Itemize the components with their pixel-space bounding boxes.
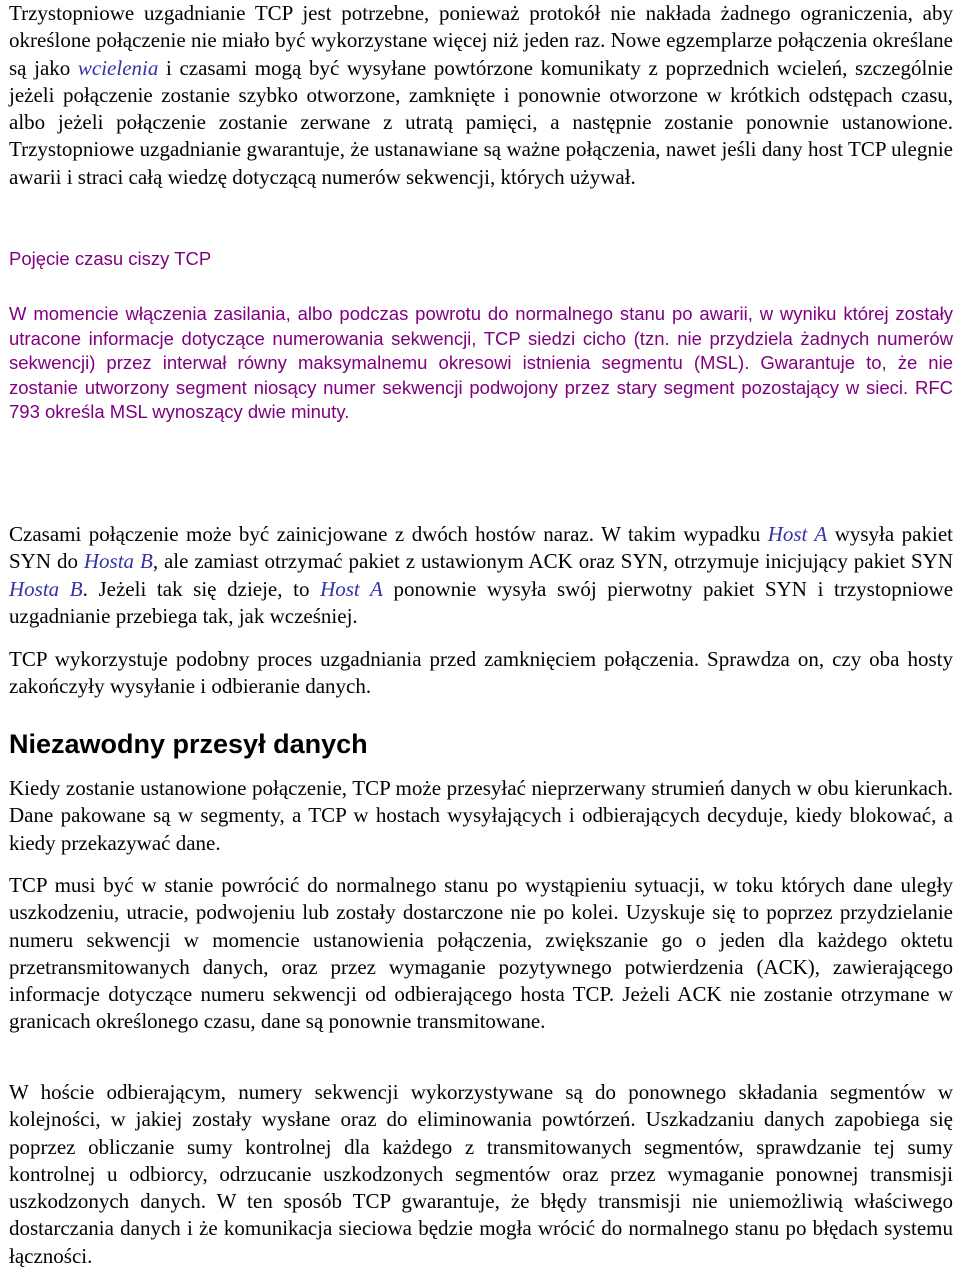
text-segment: wysyła pakiet SYN do bbox=[9, 522, 953, 574]
paragraph-data-stream: Kiedy zostanie ustanowione połączenie, TCP może przesyłać nieprzerwany strumień danych w obu kierunkach. Dane pakowane są w segmenty, a TCP w hostach wysyłających i odbierających decyduje, kiedy blokować, a kiedy przekazywać dane. bbox=[9, 776, 953, 855]
paragraph-receiving-host: W hoście odbierającym, numery sekwencji wykorzystywane są do ponownego składania segmentów w kolejności, w jakiej zostały wysłane oraz do eliminowania powtórzeń. Uszkadzaniu danych zapobiega się poprzez obliczanie sumy kontrolnej dla każdego z transmitowanych segmentów, sprawdzanie tej sumy kontrolnej u odbiorcy, odrzucanie uszkodzonych segmentów oraz przez wymaganie ponownej transmisji uszkodzonych danych. W ten sposób TCP gwarantuje, że błędy transmisji nie uniemożliwią właściwego dostarczania danych i że komunikacja sieciowa będzie mogła wrócić do normalnego stanu po błędach systemu łączności. bbox=[9, 1080, 953, 1268]
text-segment: i czasami mogą być wysyłane powtórzone komunikaty z poprzednich wcieleń, szczególnie jeżeli połączenie zostanie szybko otworzone, zamknięte i ponownie otworzone w krótkich odstępach czasu, albo jeżeli połączenie zostanie zerwane z utratą pamięci, a następnie zostanie ponownie ustanowione. Trzystopniowe uzgadnianie gwarantuje, że ustanawiane są ważne połączenia, nawet jeśli dany host TCP ulegnie awarii i straci całą wiedzę dotyczącą numerów sekwencji, których używał. bbox=[9, 55, 953, 189]
text-segment: , ale zamiast otrzymać pakiet z ustawionym ACK oraz SYN, otrzymuje inicjujący pakiet SYN bbox=[152, 549, 954, 574]
term-host-a: Host A bbox=[767, 522, 828, 546]
term-wcielenia: wcielenia bbox=[77, 55, 159, 80]
paragraph-three-way-handshake bbox=[9, 0, 953, 191]
text-segment: . Jeżeli tak się dzieje, to bbox=[82, 576, 321, 601]
section-heading-reliable-transfer: Niezawodny przesył danych bbox=[9, 729, 368, 759]
silent-time-heading: Pojęcie czasu ciszy TCP bbox=[9, 248, 212, 269]
text-segment: ponownie wysyła swój pierwotny pakiet SYN i trzystopniowe uzgadnianie przebiega tak, jak wcześniej. bbox=[9, 576, 954, 628]
text-segment: Trzystopniowe uzgadnianie TCP jest potrzebne, ponieważ protokół nie nakłada żadnego ograniczenia, aby określone połączenie nie miało być wykorzystane więcej niż jeden raz. Nowe egzemplarze połączenia określane są jako bbox=[9, 1, 953, 80]
term-host-a: Host A bbox=[320, 576, 383, 601]
paragraph-connection-close: TCP wykorzystuje podobny proces uzgadniania przed zamknięciem połączenia. Sprawdza on, czy oba hosty zakończyły wysyłanie i odbieranie danych. bbox=[9, 647, 953, 699]
silent-time-paragraph: W momencie włączenia zasilania, albo podczas powrotu do normalnego stanu po awarii, w wyniku której zostały utracone informacje dotyczące numerowania sekwencji, TCP siedzi cicho (tzn. nie przydziela żadnych numerów sekwencji) przez interwał równy maksymalnemu okresowi istnienia segmentu (MSL). Gwarantuje to, że nie zostanie utworzony segment niosący numer sekwencji podwojony przez stary segment pozostający w sieci. RFC 793 określa MSL wynoszący dwie minuty. bbox=[9, 303, 953, 423]
term-hosta-b: Hosta B bbox=[83, 549, 153, 574]
paragraph-recovery: TCP musi być w stanie powrócić do normalnego stanu po wystąpieniu sytuacji, w toku których dane uległy uszkodzeniu, utracie, podwojeniu lub zostały dostarczone nie po kolei. Uzyskuje się to poprzez przydzielanie numeru sekwencji w momencie ustanowienia połączenia, zwiększanie go o jeden dla każdego oktetu przetransmitowanych danych, oraz przez wymaganie pozytywnego potwierdzenia (ACK), zawierającego informacje dotyczące numeru sekwencji od odbierającego hosta TCP. Jeżeli ACK nie zostanie otrzymane w granicach określonego czasu, dane są ponownie transmitowane. bbox=[9, 873, 953, 1034]
paragraph-simultaneous-open bbox=[9, 521, 953, 630]
text-segment: Czasami połączenie może być zainicjowane z dwóch hostów naraz. W takim wypadku bbox=[9, 522, 768, 546]
term-hosta-b: Hosta B bbox=[9, 576, 83, 601]
